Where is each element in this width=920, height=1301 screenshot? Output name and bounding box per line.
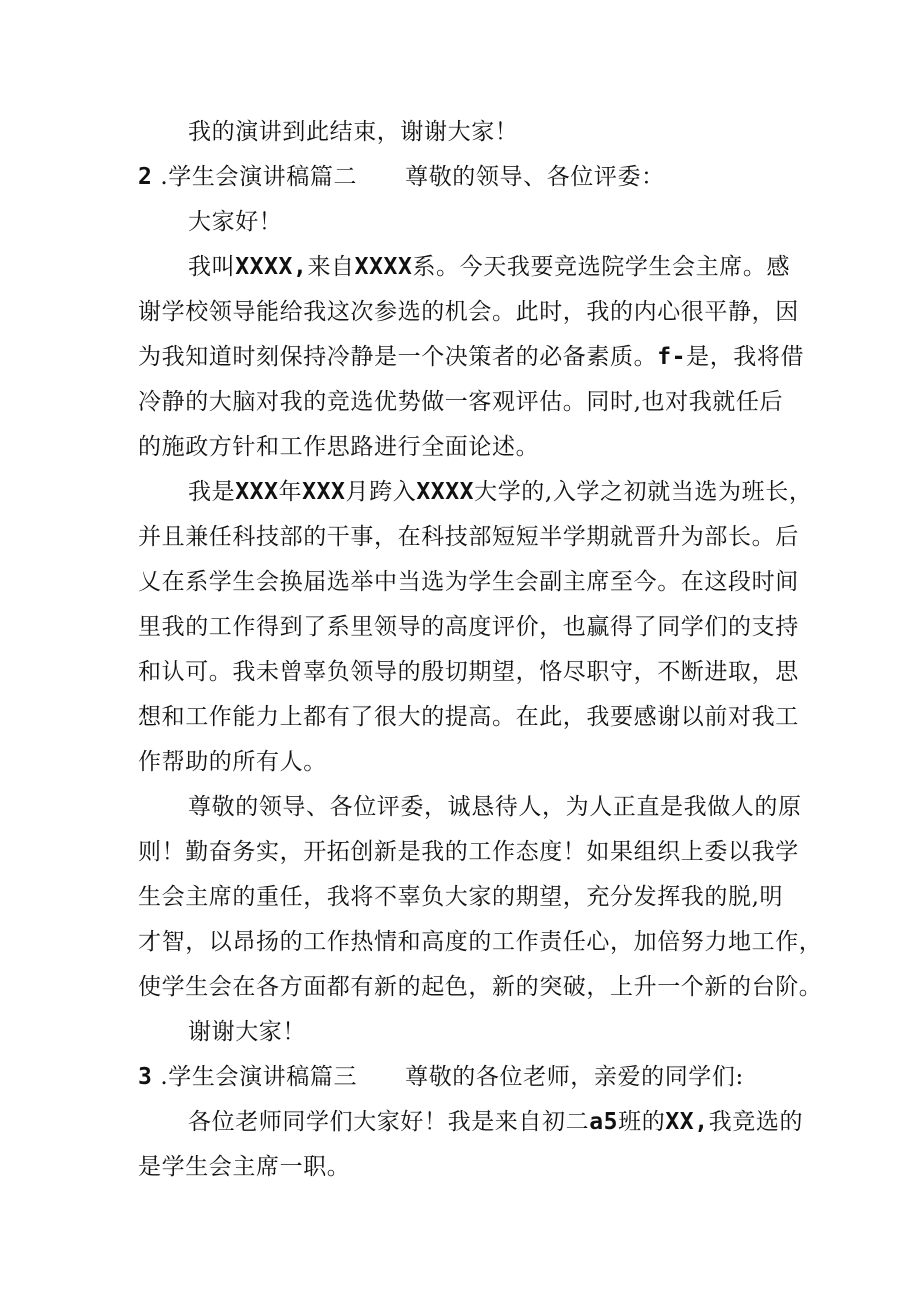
text: 我竞选的 [708, 1109, 804, 1135]
section-3-heading [138, 1055, 788, 1100]
placeholder-name: XX, [665, 1109, 709, 1135]
text: 系。今天我要竞选院学生会主席。感 [412, 254, 791, 280]
p1-line-2: 谢学校领导能给我这次参选的机会。此时，我的内心很平静，因 [138, 299, 799, 325]
section-3-salutation: 尊敬的各位老师，亲爱的同学们: [405, 1064, 744, 1090]
text: 来自 [307, 254, 355, 280]
p1-line-4: 冷静的大脑对我的竞选优势做一客观评估。同时,也对我就任后 [138, 389, 784, 415]
p2-line-1 [188, 470, 838, 515]
section-2-number: 2 [138, 164, 153, 190]
closing-line: 我的演讲到此结束，谢谢大家！ [188, 119, 519, 145]
p3-line-4: 才智，以昂扬的工作热情和高度的工作责任心，加倍努力地工作， [138, 929, 823, 955]
p4-line-1 [188, 1100, 838, 1145]
placeholder-university: XXXX [416, 479, 475, 505]
p3-line-3: 生会主席的重任，我将不辜负大家的期望，充分发挥我的脱,明 [138, 884, 784, 910]
ocr-artifact: f- [657, 344, 687, 370]
text: 为我知道时刻保持冷静是一个决策者的必备素质。 [138, 344, 658, 370]
text: 班的 [618, 1109, 666, 1135]
p4-line-2: 是学生会主席一职。 [138, 1154, 351, 1180]
p2-line-2: 并且兼任科技部的干事，在科技部短短半学期就晋升为部长。后 [138, 524, 799, 550]
p1-line-5: 的施政方针和工作思路进行全面论述。 [138, 434, 540, 460]
greeting: 大家好！ [188, 209, 283, 235]
placeholder-year: XXX [235, 479, 279, 505]
text: 各位老师同学们大家好！我是来自初二 [188, 1109, 590, 1135]
text: 月跨入 [345, 479, 417, 505]
p3-line-1: 尊敬的领导、各位评委，诚恳待人，为人正直是我做人的原 [188, 794, 802, 820]
text: 年 [278, 479, 303, 505]
class-code: a5 [589, 1109, 619, 1135]
p2-line-6: 想和工作能力上都有了很大的提高。在此，我要感谢以前对我工 [138, 704, 799, 730]
section-2-heading [138, 155, 788, 200]
p1-line-1 [188, 245, 838, 290]
text: 我叫 [188, 254, 236, 280]
section-3-number: 3 [138, 1064, 153, 1090]
section-3-title: .学生会演讲稿篇三 [160, 1064, 358, 1090]
p2-line-4: 里我的工作得到了系里领导的高度评价，也赢得了同学们的支持 [138, 614, 799, 640]
section-2-salutation: 尊敬的领导、各位评委： [405, 164, 665, 190]
p2-line-3: 乂在系学生会换届选举中当选为学生会副主席至今。在这段时间 [138, 569, 799, 595]
p1-line-3 [138, 335, 805, 380]
p3-line-2: 则！勤奋务实，开拓创新是我的工作态度！如果组织上委以我学 [138, 839, 799, 865]
placeholder-name: XXXX, [235, 254, 308, 280]
section-2-title: .学生会演讲稿篇二 [160, 164, 358, 190]
text: 是，我将借 [686, 344, 805, 370]
placeholder-month: XXX [302, 479, 346, 505]
placeholder-department: XXXX [354, 254, 413, 280]
thanks-line: 谢谢大家！ [188, 1019, 306, 1045]
p2-line-7: 作帮助的所有人。 [138, 749, 327, 775]
p3-line-5: 使学生会在各方面都有新的起色，新的突破，上升一个新的台阶。 [138, 974, 823, 1000]
text: 我是 [188, 479, 236, 505]
p2-line-5: 和认可。我未曾辜负领导的殷切期望，恪尽职守，不断进取，思 [138, 659, 799, 685]
text: 大学的,入学之初就当选为班长， [474, 479, 813, 505]
